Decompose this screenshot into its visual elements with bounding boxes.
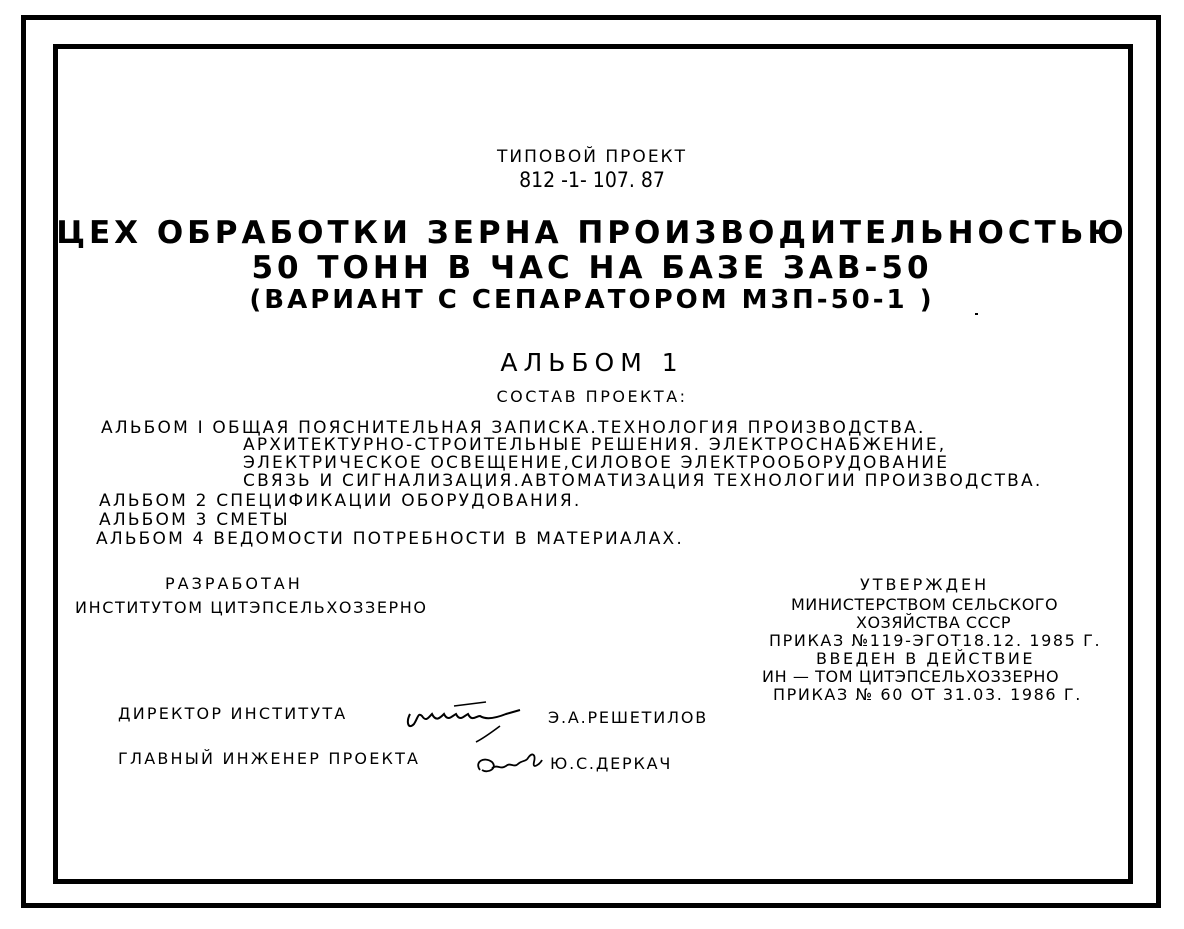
engineer-name: Ю.С.ДЕРКАЧ	[550, 754, 673, 773]
approved-line-3: ХОЗЯЙСТВА СССР	[856, 613, 1012, 632]
composition-line-7: АЛЬБОМ 4 ВЕДОМОСТИ ПОТРЕБНОСТИ В МАТЕРИАЛАХ.	[96, 529, 684, 549]
director-name: Э.А.РЕШЕТИЛОВ	[548, 708, 709, 727]
approved-line-7: ПРИКАЗ № 60 ОТ 31.03. 1986 Г.	[773, 685, 1082, 704]
approved-line-5: ВВЕДЕН В ДЕЙСТВИЕ	[816, 649, 1035, 668]
project-type-label: ТИПОВОЙ ПРОЕКТ	[496, 147, 688, 167]
engineer-role: ГЛАВНЫЙ ИНЖЕНЕР ПРОЕКТА	[118, 749, 421, 768]
title-line-2: 50 ТОНН В ЧАС НА БАЗЕ ЗАВ-50	[251, 250, 933, 286]
approved-line-2: МИНИСТЕРСТВОМ СЕЛЬСКОГО	[791, 595, 1059, 614]
developed-label: РАЗРАБОТАН	[165, 574, 303, 593]
composition-line-4: СВЯЗЬ И СИГНАЛИЗАЦИЯ.АВТОМАТИЗАЦИЯ ТЕХНОЛОГИИ ПРОИЗВОДСТВА.	[243, 471, 1043, 491]
engineer-signature	[470, 740, 550, 784]
album-heading: АЛЬБОМ 1	[500, 348, 684, 377]
approved-line-6: ИН — ТОМ ЦИТЭПСЕЛЬХОЗЗЕРНО	[762, 667, 1060, 686]
composition-line-2: АРХИТЕКТУРНО-СТРОИТЕЛЬНЫЕ РЕШЕНИЯ. ЭЛЕКТРОСНАБЖЕНИЕ,	[243, 435, 947, 455]
title-line-3: (ВАРИАНТ С СЕПАРАТОРОМ МЗП-50-1 )	[249, 285, 935, 315]
composition-line-3: ЭЛЕКТРИЧЕСКОЕ ОСВЕЩЕНИЕ,СИЛОВОЕ ЭЛЕКТРООБОРУДОВАНИЕ	[243, 453, 950, 473]
composition-line-6: АЛЬБОМ 3 СМЕТЫ	[99, 510, 290, 530]
composition-line-1: АЛЬБОМ I ОБЩАЯ ПОЯСНИТЕЛЬНАЯ ЗАПИСКА.ТЕХНОЛОГИЯ ПРОИЗВОДСТВА.	[101, 418, 926, 438]
composition-line-5: АЛЬБОМ 2 СПЕЦИФИКАЦИИ ОБОРУДОВАНИЯ.	[99, 491, 582, 511]
director-signature	[396, 692, 526, 744]
project-number: 812 -1- 107. 87	[519, 168, 665, 192]
developed-by: ИНСТИТУТОМ ЦИТЭПСЕЛЬХОЗЗЕРНО	[75, 598, 428, 617]
composition-label: СОСТАВ ПРОЕКТА:	[496, 387, 688, 406]
title-line-1: ЦЕХ ОБРАБОТКИ ЗЕРНА ПРОИЗВОДИТЕЛЬНОСТЬЮ	[56, 215, 1128, 251]
ink-dot	[975, 313, 978, 315]
approved-line-4: ПРИКАЗ №119-ЭГОТ18.12. 1985 Г.	[769, 631, 1102, 650]
director-role: ДИРЕКТОР ИНСТИТУТА	[118, 704, 348, 723]
approved-line-1: УТВЕРЖДЕН	[860, 575, 990, 594]
